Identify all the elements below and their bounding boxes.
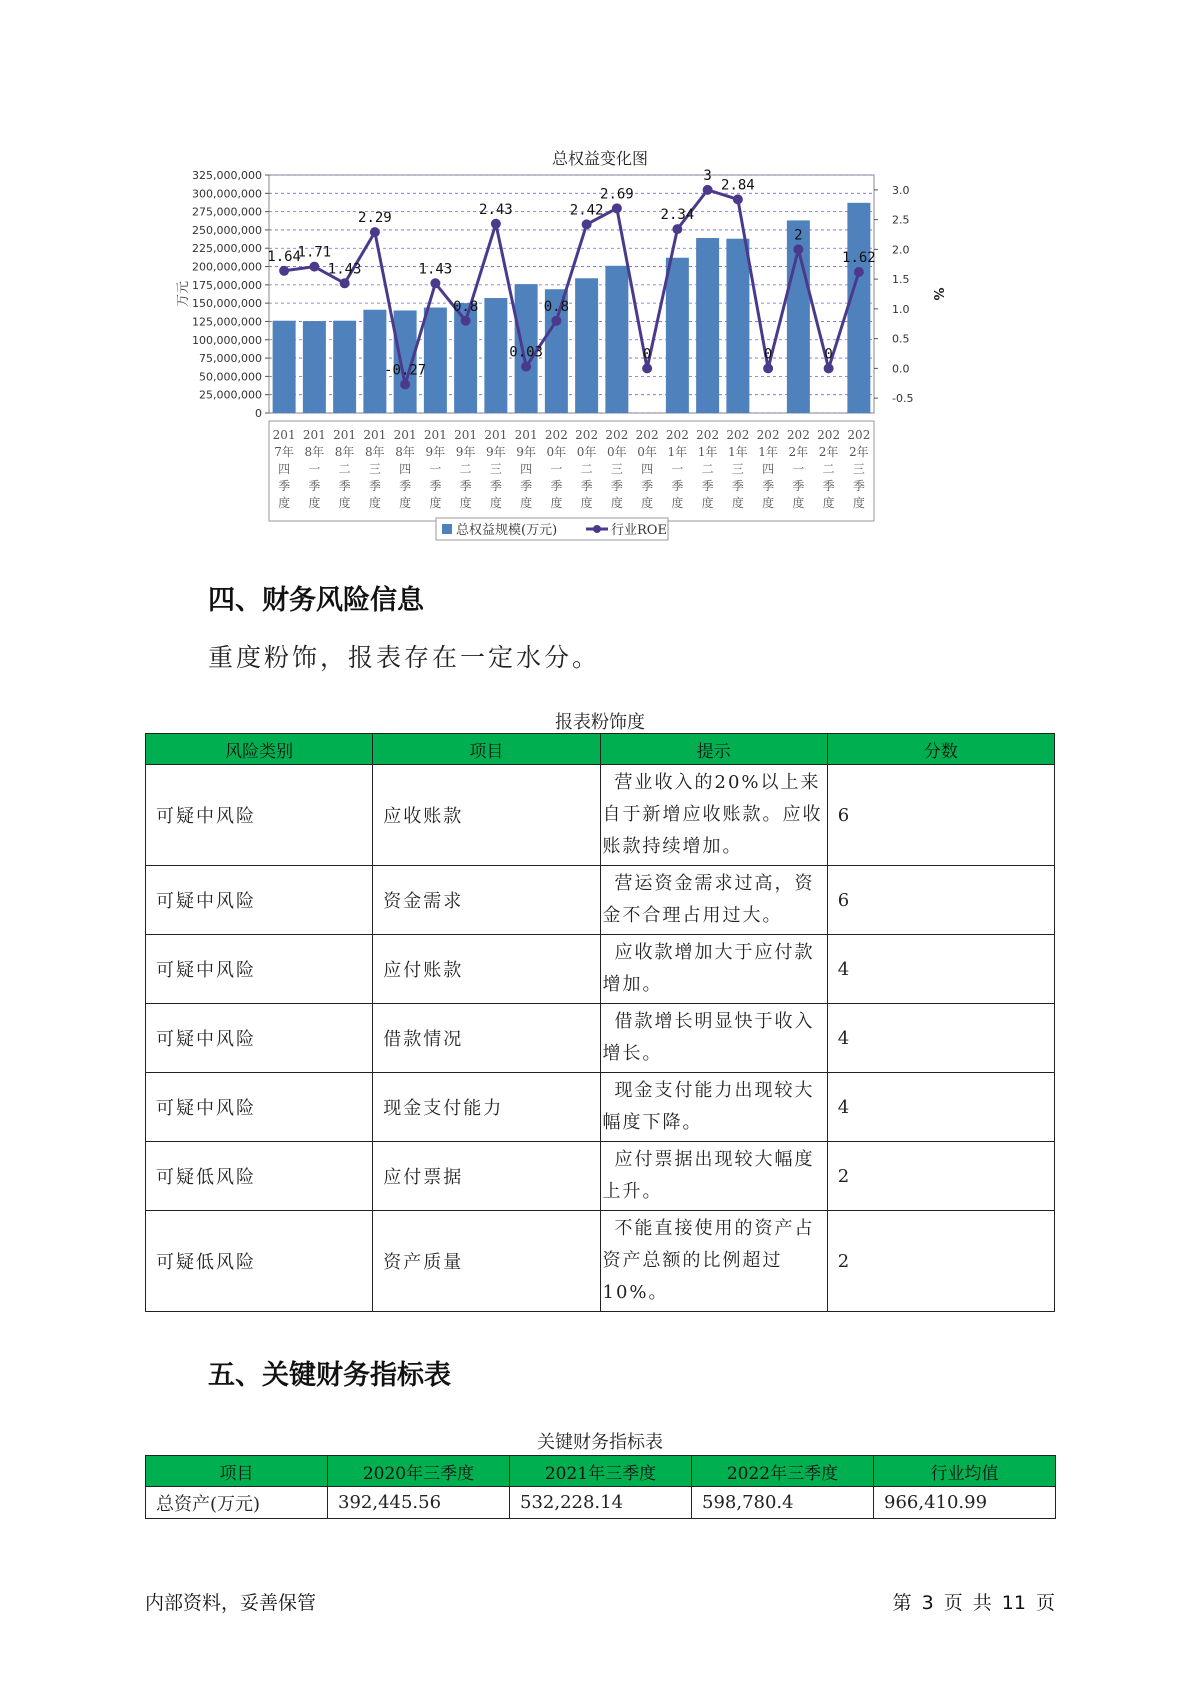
- x-tick-label: 度: [852, 496, 865, 510]
- roe-data-label: 1.62: [842, 249, 876, 266]
- y-left-tick-label: 300,000,000: [192, 187, 262, 201]
- x-tick-label: 度: [641, 496, 654, 510]
- table-row: [146, 866, 1055, 935]
- x-tick-label: 度: [489, 496, 502, 510]
- roe-point: [400, 379, 410, 389]
- bar: [666, 258, 689, 413]
- x-tick-label: 季: [429, 479, 442, 493]
- bar: [424, 308, 447, 413]
- x-tick-label: 度: [731, 496, 744, 510]
- x-tick-label: 8年: [395, 445, 415, 459]
- y-left-tick-label: 100,000,000: [192, 333, 262, 347]
- x-tick-label: 201: [363, 428, 387, 442]
- x-tick-label: 季: [308, 479, 321, 493]
- x-tick-label: 一: [671, 462, 684, 476]
- x-tick-label: 201: [484, 428, 508, 442]
- x-tick-label: 202: [544, 428, 568, 442]
- risk-category: 可疑中风险: [146, 935, 373, 1004]
- roe-data-label: 2.29: [358, 210, 392, 227]
- x-tick-label: 四: [278, 462, 291, 476]
- bar: [696, 238, 719, 413]
- x-tick-label: 度: [368, 496, 381, 510]
- x-tick-label: 202: [665, 428, 689, 442]
- x-tick-label: 二: [580, 462, 593, 476]
- col-header: 2022年三季度: [692, 1456, 874, 1487]
- risk-item: 应付账款: [373, 935, 600, 1004]
- x-tick-label: 2年: [818, 445, 839, 459]
- x-tick-label: 季: [762, 479, 775, 493]
- table-row: [146, 765, 1055, 866]
- x-tick-label: 三: [852, 462, 865, 476]
- x-tick-label: 季: [641, 479, 654, 493]
- risk-score: 6: [827, 866, 1054, 935]
- x-tick-label: 201: [514, 428, 538, 442]
- table-row: [146, 935, 1055, 1004]
- chart-title: 总权益变化图: [551, 149, 648, 168]
- risk-category: 可疑中风险: [146, 1004, 373, 1073]
- x-tick-label: 9年: [516, 445, 536, 459]
- roe-point: [672, 224, 682, 234]
- roe-point: [642, 363, 652, 373]
- x-tick-label: 8年: [334, 445, 355, 459]
- roe-point: [491, 219, 501, 229]
- roe-data-label: 1.64: [267, 248, 301, 265]
- x-tick-label: 度: [520, 496, 533, 510]
- legend-swatch-point: [593, 525, 601, 533]
- col-header: 风险类别: [146, 734, 373, 765]
- risk-hint: 应收款增加大于应付款增加。: [600, 935, 827, 1004]
- risk-hint: 不能直接使用的资产占资产总额的比例超过10%。: [600, 1211, 827, 1312]
- roe-data-label: 2.69: [600, 186, 634, 203]
- x-tick-label: 度: [338, 496, 351, 510]
- x-tick-label: 季: [671, 479, 684, 493]
- x-tick-label: 二: [822, 462, 835, 476]
- risk-hint: 应付票据出现较大幅度上升。: [600, 1142, 827, 1211]
- y-right-tick-label: 3.0: [892, 183, 910, 197]
- y-right-tick-label: 2.5: [892, 213, 910, 227]
- kpi-value: 392,445.56: [328, 1487, 510, 1519]
- x-tick-label: 9年: [486, 445, 506, 459]
- col-header: 提示: [600, 734, 827, 765]
- roe-point: [793, 244, 803, 254]
- x-tick-label: 度: [550, 496, 563, 510]
- x-tick-label: 202: [575, 428, 599, 442]
- x-tick-label: 度: [610, 496, 623, 510]
- roe-data-label: 0: [642, 346, 652, 363]
- roe-point: [340, 278, 350, 288]
- section4-paragraph: 重度粉饰，报表存在一定水分。: [208, 643, 601, 672]
- bar: [333, 321, 356, 413]
- risk-item: 资产质量: [373, 1211, 600, 1312]
- table-row: [146, 1004, 1055, 1073]
- roe-point: [733, 194, 743, 204]
- x-tick-label: 度: [429, 496, 442, 510]
- x-axis-frame: [269, 421, 874, 521]
- x-tick-label: 202: [726, 428, 750, 442]
- roe-point: [582, 219, 592, 229]
- x-tick-label: 7年: [274, 445, 294, 459]
- roe-data-label: 2.84: [721, 177, 755, 194]
- risk-item: 资金需求: [373, 866, 600, 935]
- y-left-tick-label: 150,000,000: [192, 297, 262, 311]
- x-tick-label: 0年: [607, 445, 627, 459]
- roe-data-label: 2.42: [569, 202, 604, 219]
- page-number: 第 3 页 共 11 页: [892, 1592, 1055, 1614]
- roe-data-label: 0.8: [452, 298, 479, 315]
- x-tick-label: 度: [671, 496, 684, 510]
- x-tick-label: 季: [731, 479, 744, 493]
- bar: [303, 321, 326, 413]
- risk-score: 2: [827, 1142, 1054, 1211]
- x-tick-label: 1年: [728, 445, 748, 459]
- x-tick-label: 季: [822, 479, 835, 493]
- roe-point: [612, 203, 622, 213]
- table-row: [146, 1487, 1056, 1519]
- x-tick-label: 度: [308, 496, 321, 510]
- roe-point: [309, 262, 319, 272]
- x-tick-label: 四: [399, 462, 412, 476]
- x-tick-label: 度: [459, 496, 472, 510]
- bar: [273, 321, 296, 413]
- risk-table-caption: 报表粉饰度: [555, 712, 645, 733]
- section5-heading: 五、关键财务指标表: [208, 1360, 451, 1391]
- roe-point: [461, 316, 471, 326]
- x-tick-label: 季: [792, 479, 805, 493]
- x-tick-label: 201: [302, 428, 326, 442]
- kpi-value: 598,780.4: [692, 1487, 874, 1519]
- col-header: 项目: [373, 734, 600, 765]
- risk-score: 4: [827, 935, 1054, 1004]
- section4-heading: 四、财务风险信息: [208, 585, 424, 616]
- x-tick-label: 四: [762, 462, 775, 476]
- y-left-tick-label: 50,000,000: [199, 370, 262, 384]
- bar: [847, 203, 870, 413]
- y-left-tick-label: 25,000,000: [199, 388, 262, 402]
- x-tick-label: 季: [368, 479, 381, 493]
- x-tick-label: 季: [489, 479, 502, 493]
- x-tick-label: 0年: [576, 445, 597, 459]
- table-row: [146, 1142, 1055, 1211]
- y-right-axis-label: %: [930, 287, 945, 301]
- x-tick-label: 季: [278, 479, 291, 493]
- x-tick-label: 度: [278, 496, 291, 510]
- risk-table: [145, 733, 1055, 1312]
- roe-data-label: 1.43: [418, 261, 453, 278]
- x-tick-label: 度: [762, 496, 775, 510]
- roe-point: [763, 363, 773, 373]
- x-tick-label: 8年: [304, 445, 325, 459]
- roe-point: [703, 185, 713, 195]
- kpi-item: 总资产(万元): [146, 1487, 328, 1519]
- kpi-table: [145, 1455, 1056, 1519]
- kpi-table-caption: 关键财务指标表: [537, 1432, 663, 1453]
- col-header: 项目: [146, 1456, 328, 1487]
- roe-data-label: 3: [703, 167, 712, 184]
- x-tick-label: 三: [731, 462, 744, 476]
- risk-table-header: [146, 734, 1055, 765]
- roe-point: [854, 267, 864, 277]
- x-tick-label: 202: [696, 428, 720, 442]
- x-tick-label: 季: [338, 479, 351, 493]
- kpi-value: 532,228.14: [510, 1487, 692, 1519]
- x-tick-label: 8年: [365, 445, 385, 459]
- x-tick-label: 季: [399, 479, 412, 493]
- roe-point: [279, 266, 289, 276]
- x-tick-label: 四: [641, 462, 654, 476]
- x-tick-label: 一: [308, 462, 321, 476]
- x-tick-label: 1年: [697, 445, 718, 459]
- y-left-tick-label: 75,000,000: [199, 352, 262, 366]
- y-right-tick-label: 1.5: [892, 273, 910, 287]
- risk-score: 4: [827, 1004, 1054, 1073]
- x-tick-label: 三: [368, 462, 381, 476]
- x-tick-label: 202: [786, 428, 810, 442]
- chart-canvas: [176, 140, 1020, 600]
- x-tick-label: 季: [459, 479, 472, 493]
- legend-label-bar: 总权益规模(万元): [456, 523, 558, 538]
- risk-item: 借款情况: [373, 1004, 600, 1073]
- roe-data-label: 2.34: [660, 207, 695, 224]
- risk-score: 4: [827, 1073, 1054, 1142]
- risk-item: 现金支付能力: [373, 1073, 600, 1142]
- col-header: 行业均值: [874, 1456, 1056, 1487]
- roe-point: [430, 278, 440, 288]
- x-tick-label: 1年: [758, 445, 778, 459]
- x-tick-label: 三: [610, 462, 623, 476]
- x-tick-label: 度: [822, 496, 835, 510]
- bar: [605, 266, 628, 413]
- legend-swatch-bar: [442, 524, 452, 534]
- x-tick-label: 201: [393, 428, 417, 442]
- y-right-tick-label: 2.0: [892, 243, 910, 257]
- y-left-tick-label: 125,000,000: [192, 315, 262, 329]
- x-tick-label: 季: [610, 479, 623, 493]
- y-right-tick-label: 0.0: [892, 362, 910, 376]
- risk-hint: 营业收入的20%以上来自于新增应收账款。应收账款持续增加。: [600, 765, 827, 866]
- x-tick-label: 201: [454, 428, 478, 442]
- risk-item: 应付票据: [373, 1142, 600, 1211]
- x-tick-label: 季: [701, 479, 714, 493]
- y-left-tick-label: 325,000,000: [192, 169, 262, 182]
- y-right-tick-label: 0.5: [892, 332, 910, 346]
- roe-data-label: 0: [824, 346, 833, 363]
- x-tick-label: 度: [399, 496, 412, 510]
- roe-data-label: 0: [763, 346, 773, 363]
- roe-point: [551, 316, 561, 326]
- y-left-tick-label: 275,000,000: [192, 205, 262, 219]
- x-tick-label: 1年: [667, 445, 688, 459]
- x-tick-label: 201: [333, 428, 357, 442]
- x-tick-label: 季: [852, 479, 865, 493]
- roe-data-label: 1.71: [297, 244, 332, 261]
- risk-score: 2: [827, 1211, 1054, 1312]
- x-tick-label: 202: [817, 428, 841, 442]
- x-tick-label: 度: [580, 496, 593, 510]
- roe-data-label: 0.8: [543, 298, 570, 315]
- y-left-axis-label: 万元: [176, 280, 191, 308]
- footer-note: 内部资料，妥善保管: [145, 1592, 317, 1614]
- x-tick-label: 季: [550, 479, 563, 493]
- y-left-tick-label: 225,000,000: [192, 242, 262, 256]
- x-tick-label: 三: [489, 462, 502, 476]
- x-tick-label: 2年: [788, 445, 809, 459]
- roe-data-label: 2: [794, 227, 803, 244]
- table-row: [146, 1073, 1055, 1142]
- x-tick-label: 季: [520, 479, 533, 493]
- legend-label-line: 行业ROE: [611, 523, 667, 538]
- col-header: 分数: [827, 734, 1054, 765]
- x-tick-label: 201: [423, 428, 447, 442]
- bar: [726, 239, 749, 413]
- roe-data-label: 2.43: [479, 201, 513, 218]
- x-tick-label: 0年: [637, 445, 657, 459]
- x-tick-label: 0年: [546, 445, 567, 459]
- x-tick-label: 二: [701, 462, 714, 476]
- roe-point: [370, 227, 380, 237]
- roe-point: [521, 362, 531, 372]
- risk-category: 可疑中风险: [146, 866, 373, 935]
- x-tick-label: 度: [701, 496, 714, 510]
- y-left-tick-label: 250,000,000: [192, 223, 262, 237]
- x-tick-label: 度: [792, 496, 805, 510]
- x-tick-label: 9年: [455, 445, 476, 459]
- kpi-table-header: [146, 1456, 1056, 1487]
- risk-category: 可疑中风险: [146, 1073, 373, 1142]
- bar: [575, 278, 598, 413]
- risk-hint: 借款增长明显快于收入增长。: [600, 1004, 827, 1073]
- risk-category: 可疑中风险: [146, 765, 373, 866]
- x-tick-label: 202: [605, 428, 629, 442]
- roe-data-label: 1.43: [327, 261, 362, 278]
- x-tick-label: 202: [847, 428, 871, 442]
- risk-hint: 现金支付能力出现较大幅度下降。: [600, 1073, 827, 1142]
- risk-hint: 营运资金需求过高，资金不合理占用过大。: [600, 866, 827, 935]
- risk-category: 可疑低风险: [146, 1211, 373, 1312]
- x-tick-label: 202: [635, 428, 659, 442]
- bar: [484, 298, 507, 413]
- roe-data-label: -0.27: [384, 362, 427, 379]
- x-tick-label: 季: [580, 479, 593, 493]
- x-tick-label: 二: [459, 462, 472, 476]
- col-header: 2020年三季度: [328, 1456, 510, 1487]
- y-left-tick-label: 200,000,000: [192, 260, 262, 274]
- x-tick-label: 一: [792, 462, 805, 476]
- y-left-tick-label: 0: [255, 407, 262, 420]
- roe-data-label: 0.03: [509, 344, 543, 361]
- risk-item: 应收账款: [373, 765, 600, 866]
- roe-point: [824, 363, 834, 373]
- risk-category: 可疑低风险: [146, 1142, 373, 1211]
- kpi-value: 966,410.99: [874, 1487, 1056, 1519]
- col-header: 2021年三季度: [510, 1456, 692, 1487]
- x-tick-label: 201: [272, 428, 296, 442]
- bar: [363, 310, 386, 413]
- table-row: [146, 1211, 1055, 1312]
- x-tick-label: 一: [550, 462, 563, 476]
- y-right-tick-label: 1.0: [892, 302, 910, 316]
- y-right-tick-label: -0.5: [892, 392, 914, 406]
- x-tick-label: 一: [429, 462, 442, 476]
- x-tick-label: 四: [520, 462, 533, 476]
- equity-chart: [176, 140, 1020, 600]
- x-tick-label: 二: [338, 462, 351, 476]
- x-tick-label: 9年: [425, 445, 446, 459]
- y-left-tick-label: 175,000,000: [192, 278, 262, 292]
- risk-score: 6: [827, 765, 1054, 866]
- x-tick-label: 2年: [849, 445, 869, 459]
- x-tick-label: 202: [756, 428, 780, 442]
